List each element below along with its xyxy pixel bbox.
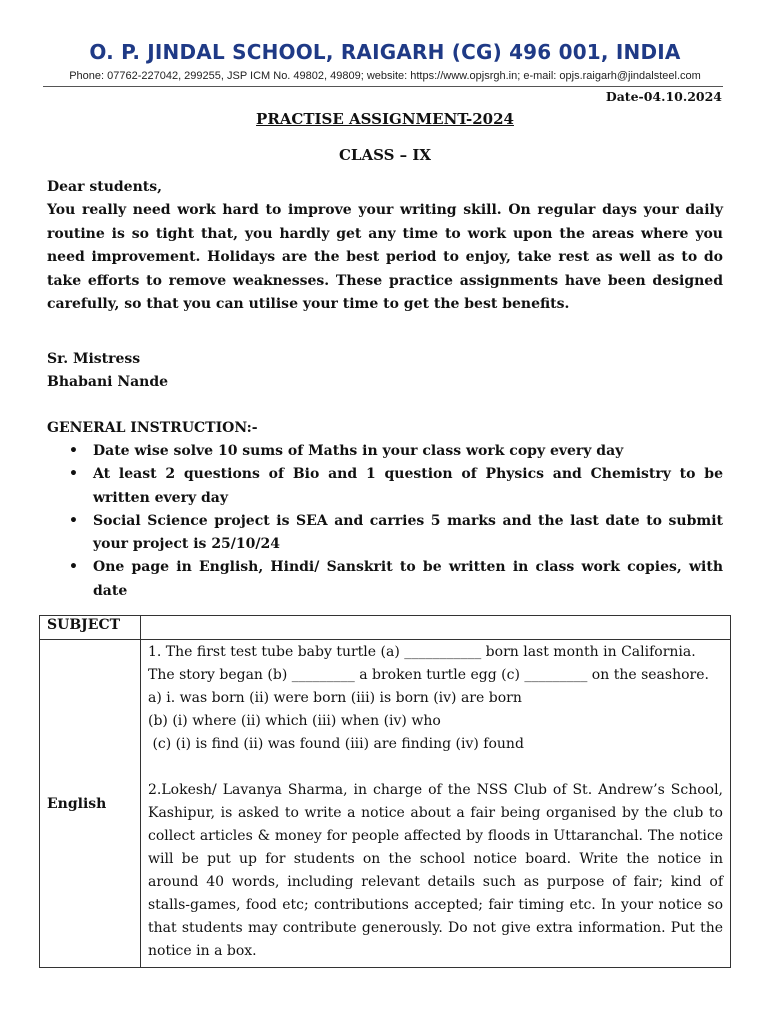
document-date: Date-04.10.2024: [605, 89, 722, 104]
instruction-item: • Social Science project is SEA and carries 5 marks and the last date to submit your project is 25/10/24: [47, 510, 723, 557]
question-line: The story began (b) _________ a broken turtle egg (c) _________ on the seashore.: [148, 667, 709, 683]
instruction-item: • At least 2 questions of Bio and 1 question of Physics and Chemistry to be written every day: [47, 463, 723, 510]
instruction-item: • One page in English, Hindi/ Sanskrit to be written in class work copies, with date: [47, 556, 723, 603]
subject-content: [141, 640, 731, 968]
question-line: a) i. was born (ii) were born (iii) is born (iv) are born: [148, 690, 522, 706]
letter-body: You really need work hard to improve your writing skill. On regular days your daily routine is so tight that, you hardly get any time to work upon the areas where you need improvement. Holidays are the best period to enjoy, take rest as well as to do take efforts to remove weaknesses. These practice assignments have been designed carefully, so that you can utilise your time to get the best benefits.: [47, 202, 723, 312]
question-line: (c) (i) is find (ii) was found (iii) are finding (iv) found: [148, 736, 524, 752]
class-label: CLASS – IX: [338, 146, 432, 164]
letter-greeting: Dear students,: [47, 179, 162, 195]
subject-table: [39, 615, 731, 968]
question-line: (b) (i) where (ii) which (iii) when (iv) who: [148, 713, 441, 729]
school-contact-line: Phone: 07762-227042, 299255, JSP ICM No. 49802, 49809; website: https://www.opjsrgh.in; e-mail: opjs.raigarh@jindalsteel.com: [69, 70, 701, 82]
table-header-row: [40, 616, 731, 640]
instruction-item: • Date wise solve 10 sums of Maths in your class work copy every day: [47, 440, 723, 463]
general-instruction-list: [47, 440, 723, 603]
subject-column-header: SUBJECT: [40, 616, 141, 640]
signatory-title: Sr. Mistress: [47, 351, 141, 367]
header-divider: [43, 86, 723, 87]
table-header-empty-cell: [141, 616, 731, 640]
document-title-wrapper: [0, 110, 770, 128]
table-row: [40, 640, 731, 968]
general-instruction-heading: GENERAL INSTRUCTION:-: [47, 420, 258, 436]
school-name: O. P. JINDAL SCHOOL, RAIGARH (CG) 496 001, INDIA: [89, 40, 681, 64]
document-title: PRACTISE ASSIGNMENT-2024: [256, 110, 514, 128]
question-line: 1. The first test tube baby turtle (a) ___________ born last month in California.: [148, 644, 696, 660]
question-two: 2.Lokesh/ Lavanya Sharma, in charge of the NSS Club of St. Andrew’s School, Kashipur, is asked to write a notice about a fair being organised by the club to collect articles & money for people affected by floods in Uttaranchal. The notice will be put up for students on the school notice board. Write the notice in around 40 words, including relevant details such as purpose of fair; kind of stalls-games, food etc; contributions accepted; fair timing etc. In your notice so that students may contribute generously. Do not give extra information. Put the notice in a box.: [148, 782, 723, 959]
signatory-name: Bhabani Nande: [47, 374, 169, 390]
subject-name: English: [40, 640, 141, 968]
